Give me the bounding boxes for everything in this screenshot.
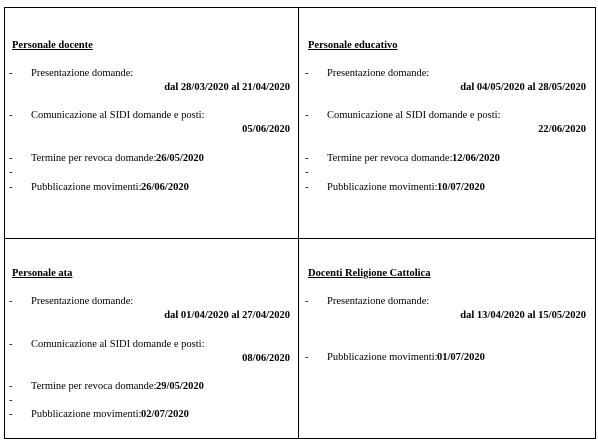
item-label: Pubblicazione movimenti:: [31, 409, 142, 420]
item-label: Presentazione domande:: [327, 296, 430, 307]
item-value: 10/07/2020: [437, 182, 485, 193]
bullet-dash: -: [9, 153, 13, 164]
item-label: Comunicazione al SIDI domande e posti:: [31, 110, 205, 121]
cell-title: Personale ata: [12, 268, 73, 279]
bullet-dash: -: [305, 352, 309, 363]
item-label: Pubblicazione movimenti:: [31, 182, 142, 193]
item-label: Termine per revoca domande:: [31, 381, 157, 392]
item-label: Comunicazione al SIDI domande e posti:: [327, 110, 501, 121]
item-value: dal 04/05/2020 al 28/05/2020: [460, 82, 586, 93]
bullet-dash: -: [9, 182, 13, 193]
item-value: 12/06/2020: [452, 153, 500, 164]
cell-title: Personale docente: [12, 40, 93, 51]
item-value: 08/06/2020: [242, 353, 290, 364]
bullet-dash: -: [9, 409, 13, 420]
item-value: dal 28/03/2020 al 21/04/2020: [164, 82, 290, 93]
item-value: 05/06/2020: [242, 124, 290, 135]
bullet-dash: -: [9, 68, 13, 79]
cell-title: Docenti Religione Cattolica: [308, 268, 431, 279]
item-label: Presentazione domande:: [31, 296, 134, 307]
item-value: 02/07/2020: [141, 409, 189, 420]
item-value: dal 01/04/2020 al 27/04/2020: [164, 310, 290, 321]
item-label: Termine per revoca domande:: [327, 153, 453, 164]
item-label: Pubblicazione movimenti:: [327, 352, 438, 363]
bullet-dash: -: [305, 68, 309, 79]
bullet-dash: -: [305, 110, 309, 121]
item-value: dal 13/04/2020 al 15/05/2020: [460, 310, 586, 321]
item-value: 26/05/2020: [156, 153, 204, 164]
item-value: 26/06/2020: [141, 182, 189, 193]
bullet-dash: -: [9, 381, 13, 392]
cell-title: Personale educativo: [308, 40, 398, 51]
bullet-dash: -: [305, 182, 309, 193]
bullet-dash: -: [305, 296, 309, 307]
item-label: Presentazione domande:: [31, 68, 134, 79]
item-value: 01/07/2020: [437, 352, 485, 363]
bullet-dash: -: [305, 167, 309, 178]
table-divider-vertical: [298, 7, 299, 439]
item-value: 22/06/2020: [538, 124, 586, 135]
item-label: Comunicazione al SIDI domande e posti:: [31, 339, 205, 350]
bullet-dash: -: [305, 153, 309, 164]
item-label: Pubblicazione movimenti:: [327, 182, 438, 193]
bullet-dash: -: [9, 110, 13, 121]
bullet-dash: -: [9, 395, 13, 406]
table-divider-horizontal: [4, 238, 596, 239]
item-label: Termine per revoca domande:: [31, 153, 157, 164]
bullet-dash: -: [9, 167, 13, 178]
item-label: Presentazione domande:: [327, 68, 430, 79]
item-value: 29/05/2020: [156, 381, 204, 392]
bullet-dash: -: [9, 296, 13, 307]
bullet-dash: -: [9, 339, 13, 350]
